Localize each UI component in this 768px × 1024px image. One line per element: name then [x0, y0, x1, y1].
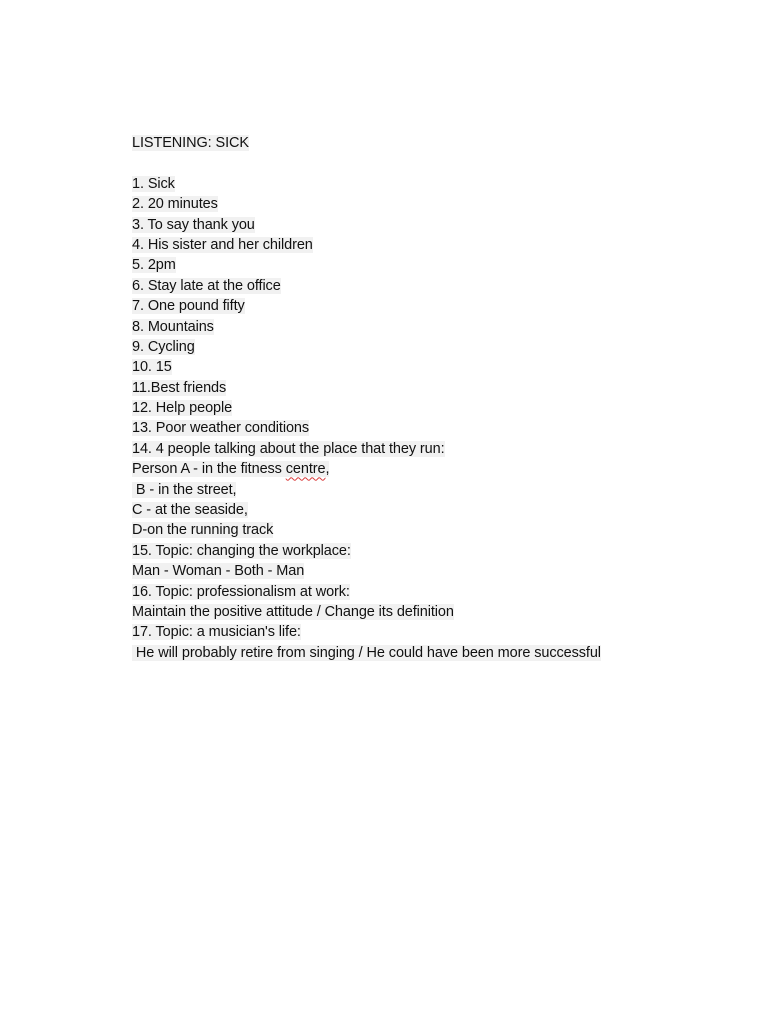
- q14-person-d: D-on the running track: [132, 522, 274, 539]
- answer-line: 9. Cycling: [132, 338, 195, 355]
- answer-line: 13. Poor weather conditions: [132, 420, 310, 437]
- answer-line: 10. 15: [132, 359, 172, 376]
- q14-person-c: C - at the seaside,: [132, 502, 248, 519]
- answer-line: 1. Sick: [132, 175, 175, 192]
- q16-heading: 16. Topic: professionalism at work:: [132, 583, 350, 600]
- q17-heading: 17. Topic: a musician's life:: [132, 624, 301, 641]
- answer-line: 4. His sister and her children: [132, 236, 313, 253]
- q14-person-b: B - in the street,: [132, 481, 237, 498]
- q15-answer: Man - Woman - Both - Man: [132, 563, 305, 580]
- q14-person-a: Person A - in the fitness centre,: [132, 461, 330, 478]
- q15-heading: 15. Topic: changing the workplace:: [132, 542, 351, 559]
- answer-line: 5. 2pm: [132, 257, 176, 274]
- answer-line: 7. One pound fifty: [132, 298, 245, 315]
- answer-line: 8. Mountains: [132, 318, 214, 335]
- q17-answer: He will probably retire from singing / He could have been more successful: [132, 644, 601, 661]
- answer-line: 3. To say thank you: [132, 216, 255, 233]
- answer-line: 6. Stay late at the office: [132, 277, 281, 294]
- document-title: LISTENING: SICK: [132, 135, 249, 151]
- q16-answer: Maintain the positive attitude / Change its definition: [132, 603, 454, 620]
- answer-line: 11.Best friends: [132, 379, 227, 396]
- document-content: [132, 133, 732, 663]
- title-spacer: [132, 153, 732, 173]
- answer-line: 2. 20 minutes: [132, 196, 218, 213]
- answer-line: 12. Help people: [132, 400, 233, 417]
- spellcheck-underline-word: centre: [285, 461, 326, 478]
- answer-line: 14. 4 people talking about the place that they run:: [132, 440, 445, 457]
